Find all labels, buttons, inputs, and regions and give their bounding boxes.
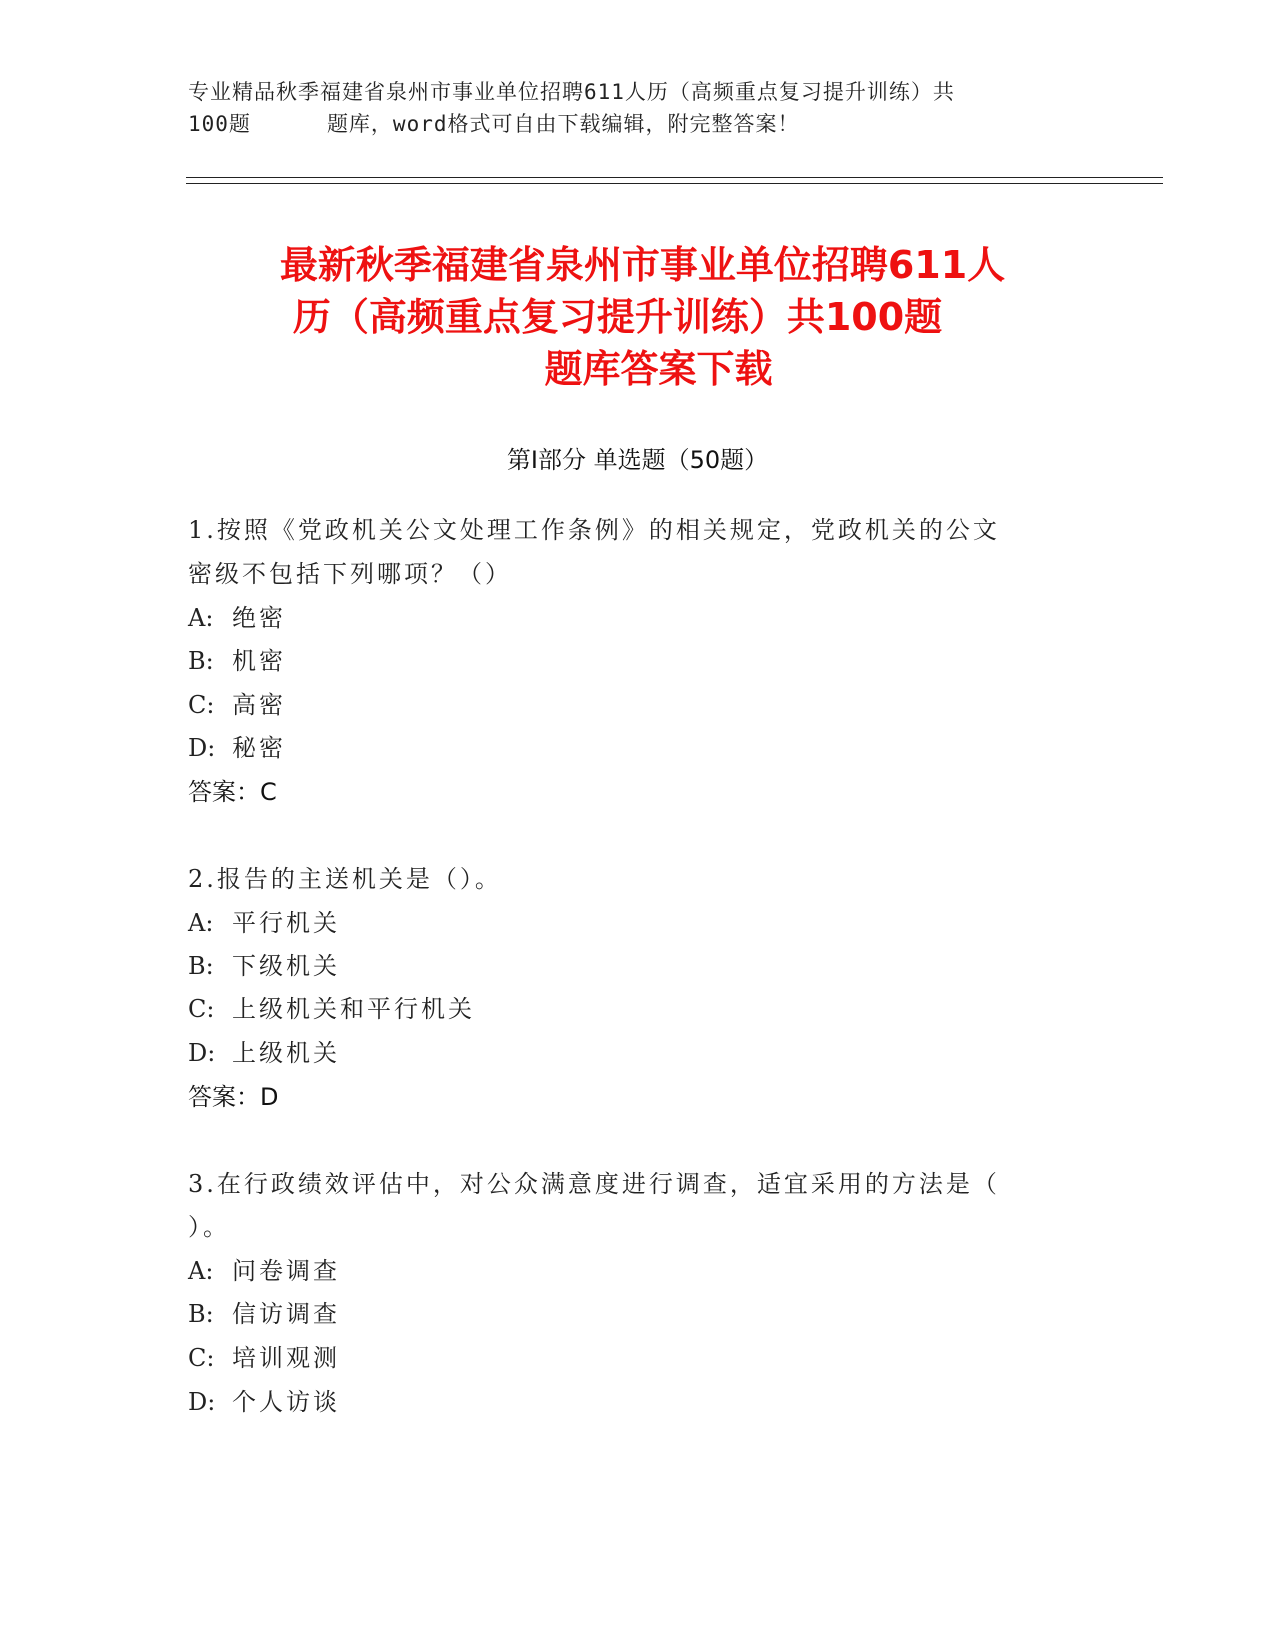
question-2-option-a [188,903,340,938]
question-3-option-d [188,1382,340,1417]
option-letter: A: [188,909,214,937]
option-letter: A: [188,604,214,632]
option-text: 上级机关和平行机关 [232,995,475,1023]
option-text: 绝密 [232,604,286,632]
question-1-option-c [188,685,286,720]
question-3-option-c [188,1338,340,1373]
option-text: 问卷调查 [232,1257,340,1285]
question-2-option-b [188,946,340,981]
question-1-option-a [188,598,286,633]
option-letter: C: [188,691,215,719]
question-2-answer: 答案：D [188,1083,279,1111]
option-text: 个人访谈 [232,1388,340,1416]
header-description: 题库，word格式可自由下载编辑，附完整答案！ [326,112,800,136]
option-letter: A: [188,1257,214,1285]
option-letter: D: [188,1039,216,1067]
question-2-option-c [188,989,475,1024]
question-3-stem-line-1: 3.在行政绩效评估中，对公众满意度进行调查，适宜采用的方法是（ [188,1170,1000,1198]
option-letter: B: [188,1300,214,1328]
question-2-stem-line-1: 2.报告的主送机关是（）。 [188,865,502,893]
question-3-option-a [188,1251,340,1286]
option-text: 机密 [232,647,286,675]
question-1-stem-line-2: 密级不包括下列哪项？（） [188,560,512,588]
question-1-option-b [188,641,286,676]
option-text: 培训观测 [232,1344,340,1372]
option-text: 高密 [232,691,286,719]
option-letter: C: [188,995,215,1023]
document-title-line-2: 历（高频重点复习提升训练）共100题 [292,295,943,339]
option-text: 下级机关 [232,952,340,980]
question-1-option-d [188,728,286,763]
option-letter: B: [188,952,214,980]
option-text: 上级机关 [232,1039,340,1067]
option-text: 平行机关 [232,909,340,937]
option-letter: C: [188,1344,215,1372]
option-letter: B: [188,647,214,675]
question-3-option-b [188,1294,340,1329]
document-title-line-3: 题库答案下载 [544,347,773,391]
option-letter: D: [188,1388,216,1416]
section-title: 第Ⅰ部分 单选题（50题） [506,446,769,474]
question-1-answer: 答案：C [188,778,277,806]
header-divider-top [186,177,1163,178]
document-header-line-2 [188,108,800,138]
question-3-stem-line-2: ）。 [188,1213,230,1241]
question-1-stem-line-1: 1.按照《党政机关公文处理工作条例》的相关规定，党政机关的公文 [188,516,1000,544]
option-letter: D: [188,734,216,762]
document-header-line-1: 专业精品秋季福建省泉州市事业单位招聘611人历（高频重点复习提升训练）共 [188,80,955,104]
option-text: 信访调查 [232,1300,340,1328]
header-divider-bottom [186,183,1163,184]
option-text: 秘密 [232,734,286,762]
document-title-line-1: 最新秋季福建省泉州市事业单位招聘611人 [279,243,1006,287]
header-count: 100题 [188,112,251,136]
question-2-option-d [188,1033,340,1068]
